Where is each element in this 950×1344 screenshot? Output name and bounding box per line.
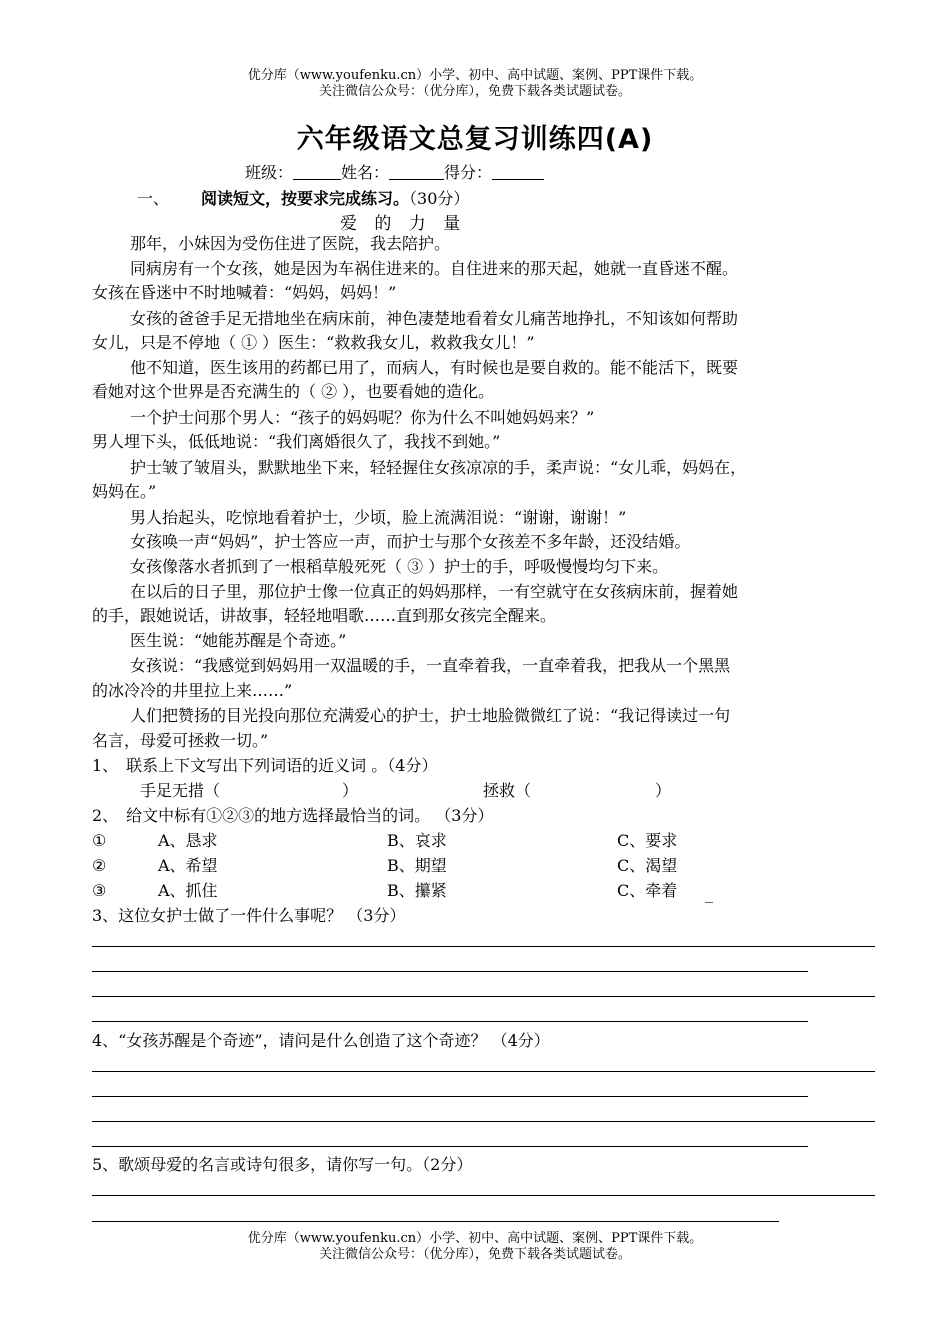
passage-line: 女孩的爸爸手足无措地坐在病床前，神色凄楚地看着女儿痛苦地挣扎，不知该如何帮助: [130, 309, 739, 328]
answer-line[interactable]: [92, 1121, 875, 1122]
passage-line: 男人埋下头，低低地说：“我们离婚很久了，我找不到她。”: [92, 432, 501, 451]
q1-close-2: ）: [655, 781, 672, 800]
answer-line[interactable]: [92, 1071, 875, 1072]
q1-word-2: 拯救（: [483, 781, 532, 800]
q1-close-1: ）: [342, 781, 359, 800]
passage-line: 一个护士问那个男人：“孩子的妈妈呢？你为什么不叫她妈妈来？”: [130, 408, 595, 427]
question-1: 1、 联系上下文写出下列词语的近义词 。（4分）: [92, 756, 438, 775]
passage-line: 在以后的日子里，那位护士像一位真正的妈妈那样，一有空就守在女孩病床前，握着她: [130, 582, 739, 601]
answer-line[interactable]: [92, 1096, 808, 1097]
passage-line: 医生说：“她能苏醒是个奇迹。”: [130, 631, 347, 650]
class-label: 班级：: [245, 163, 294, 182]
q2-option-c[interactable]: C、渴望: [617, 856, 678, 875]
question-2: 2、 给文中标有①②③的地方选择最恰当的词。 （3分）: [92, 806, 494, 825]
name-label: 姓名：: [341, 163, 390, 182]
passage-title: 爱 的 力 量: [340, 214, 467, 234]
passage-line: 女儿，只是不停地（ ① ）医生：“救救我女儿，救救我女儿！”: [92, 333, 535, 352]
class-blank[interactable]: [293, 163, 341, 180]
q2-mark: ③: [92, 881, 107, 900]
q2-option-b[interactable]: B、哀求: [387, 831, 447, 850]
score-blank[interactable]: [492, 163, 544, 180]
passage-line: 同病房有一个女孩，她是因为车祸住进来的。自住进来的那天起，她就一直昏迷不醒。: [130, 259, 739, 278]
score-label: 得分：: [444, 163, 493, 182]
passage-line: 的冰冷冷的井里拉上来……”: [92, 681, 293, 700]
q1-word-1: 手足无措（: [140, 781, 221, 800]
section-instruction: 阅读短文，按要求完成练习。: [201, 189, 410, 208]
student-info: [245, 160, 544, 183]
footer-line-1: 优分库（www.youfenku.cn）小学、初中、高中试题、案例、PPT课件下载。: [247, 1231, 703, 1246]
passage-line: 女孩像落水者抓到了一根稻草般死死（ ③ ）护士的手，呼吸慢慢均匀下来。: [130, 557, 669, 576]
answer-line[interactable]: [92, 996, 875, 997]
passage-line: 女孩说：“我感觉到妈妈用一双温暖的手，一直牵着我，一直牵着我，把我从一个黑黑: [130, 656, 731, 675]
passage-line: 护士皱了皱眉头，默默地坐下来，轻轻握住女孩凉凉的手，柔声说：“女儿乖，妈妈在，: [130, 458, 747, 477]
passage-line: 女孩唤一声“妈妈”，护士答应一声，而护士与那个女孩差不多年龄，还没结婚。: [130, 532, 691, 551]
header-line-2: 关注微信公众号：（优分库），免费下载各类试题试卷。: [318, 84, 631, 99]
q2-option-c[interactable]: C、要求: [617, 831, 678, 850]
q2-mark: ②: [92, 856, 107, 875]
passage-line: 女孩在昏迷中不时地喊着：“妈妈，妈妈！”: [92, 283, 397, 302]
section-heading: [137, 186, 469, 209]
passage-line: 看她对这个世界是否充满生的（ ② ），也要看她的造化。: [92, 382, 495, 401]
answer-line[interactable]: [92, 1221, 779, 1222]
passage-line: 名言，母爱可拯救一切。”: [92, 731, 269, 750]
passage-line: 妈妈在。”: [92, 482, 157, 501]
page-title: 六年级语文总复习训练四(A): [296, 124, 654, 155]
q2-option-a[interactable]: A、希望: [158, 856, 218, 875]
q2-mark: ①: [92, 831, 107, 850]
question-4: 4、“女孩苏醒是个奇迹”，请问是什么创造了这个奇迹？ （4分）: [92, 1031, 550, 1050]
q2-tail-mark: _: [705, 884, 713, 903]
q2-option-b[interactable]: B、期望: [387, 856, 447, 875]
q2-option-b[interactable]: B、攥紧: [387, 881, 447, 900]
passage-line: 的手，跟她说话，讲故事，轻轻地唱歌……直到那女孩完全醒来。: [92, 606, 557, 625]
answer-line[interactable]: [92, 1146, 808, 1147]
question-3: 3、这位女护士做了一件什么事呢？ （3分）: [92, 906, 406, 925]
section-points: （30分）: [409, 189, 470, 208]
answer-line[interactable]: [92, 1195, 875, 1196]
passage-line: 那年，小妹因为受伤住进了医院，我去陪护。: [130, 234, 451, 253]
answer-line[interactable]: [92, 971, 808, 972]
passage-line: 男人抬起头，吃惊地看着护士，少顷，脸上流满泪说：“谢谢，谢谢！”: [130, 508, 627, 527]
header-line-1: 优分库（www.youfenku.cn）小学、初中、高中试题、案例、PPT课件下载。: [247, 68, 703, 83]
answer-line[interactable]: [92, 1021, 808, 1022]
footer-line-2: 关注微信公众号：（优分库），免费下载各类试题试卷。: [318, 1247, 631, 1262]
section-number: 一、: [137, 189, 170, 208]
passage-line: 人们把赞扬的目光投向那位充满爱心的护士，护士地脸微微红了说：“我记得读过一句: [130, 706, 731, 725]
q2-option-a[interactable]: A、抓住: [158, 881, 218, 900]
q2-option-c[interactable]: C、牵着: [617, 881, 678, 900]
name-blank[interactable]: [389, 163, 444, 180]
question-5: 5、歌颂母爱的名言或诗句很多，请你写一句。（2分）: [92, 1155, 473, 1174]
q2-option-a[interactable]: A、恳求: [158, 831, 218, 850]
passage-line: 他不知道，医生该用的药都已用了，而病人，有时候也是要自救的。能不能活下，既要: [130, 358, 739, 377]
answer-line[interactable]: [92, 946, 875, 947]
